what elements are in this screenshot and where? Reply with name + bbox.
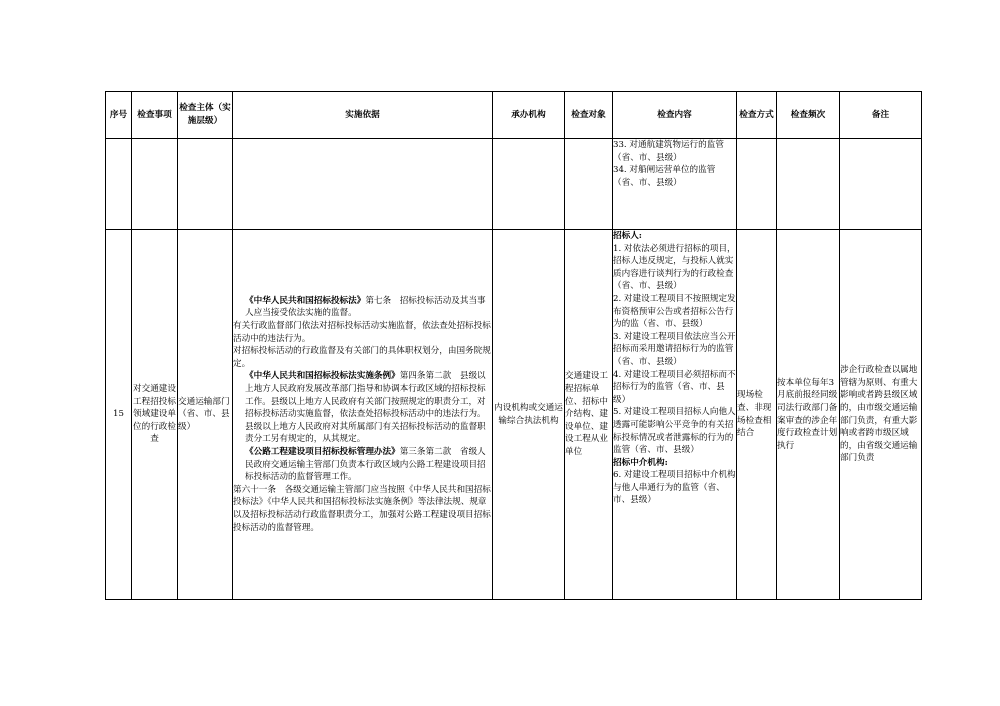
cell-freq bbox=[777, 139, 840, 230]
cell-item bbox=[132, 139, 178, 230]
header-method: 检查方式 bbox=[737, 92, 777, 139]
content-heading: 招标人: bbox=[613, 231, 642, 241]
cell-seq bbox=[106, 139, 132, 230]
cell-freq: 按本单位每年3月底前报经同级司法行政部门备案审查的涉企年度行政检查计划执行 bbox=[777, 230, 840, 600]
cell-object: 交通建设工程招标单位、招标中介结构、建设单位、建设工程从业单位 bbox=[565, 230, 613, 600]
law-title: 《中华人民共和国招标投标法》 bbox=[245, 295, 366, 306]
inspection-table bbox=[105, 91, 922, 600]
cell-method bbox=[737, 139, 777, 230]
cell-basis bbox=[233, 139, 493, 230]
content-line: 1. 对依法必须进行招标的项目，招标人违反规定，与投标人就实质内容进行谈判行为的行政检查（省、市、县级） bbox=[613, 243, 736, 292]
header-note: 备注 bbox=[840, 92, 922, 139]
header-object: 检查对象 bbox=[565, 92, 613, 139]
cell-basis bbox=[233, 230, 493, 600]
header-basis: 实施依据 bbox=[233, 92, 493, 139]
cell-subject bbox=[178, 139, 233, 230]
cell-org bbox=[493, 139, 565, 230]
law-title: 《公路工程建设项目招标投标管理办法》 bbox=[245, 446, 400, 457]
cell-method: 现场检查、非现场检查相结合 bbox=[737, 230, 777, 600]
cell-object bbox=[565, 139, 613, 230]
header-seq: 序号 bbox=[106, 92, 132, 139]
content-line: 34. 对船闸运营单位的监管（省、市、县级） bbox=[613, 165, 716, 188]
header-content: 检查内容 bbox=[613, 92, 737, 139]
header-subject: 检查主体（实施层级） bbox=[178, 92, 233, 139]
cell-content bbox=[613, 139, 737, 230]
header-org: 承办机构 bbox=[493, 92, 565, 139]
table-row bbox=[106, 139, 922, 230]
basis-paragraph bbox=[233, 370, 492, 446]
cell-org: 内设机构或交通运输综合执法机构 bbox=[493, 230, 565, 600]
cell-note: 涉企行政检查以属地管辖为原则、有重大影响或者跨县级区域的，由市级交通运输部门负责，有重大影响或者跨市级区域的，由省级交通运输部门负责 bbox=[840, 230, 922, 600]
content-line: 6. 对建设工程项目招标中介机构与他人串通行为的监管（省、市、县级） bbox=[613, 470, 736, 506]
content-line: 33. 对通航建筑物运行的监管（省、市、县级） bbox=[613, 140, 724, 163]
cell-item: 对交通建设工程招投标领域建设单位的行政检查 bbox=[132, 230, 178, 600]
law-text: 第四条第二款 县级以上地方人民政府发展改革部门指导和协调本行政区域的招标投标工作。县级以上地方人民政府有关部门按照规定的职责分工，对招标投标活动实施监督，依法查处招标投标活动中的违法行为。县级以上地方人民政府对其所属部门有关招标投标活动的监督职责分工另有规定的，从其规定。 bbox=[245, 371, 486, 445]
law-text: 第七条 招标投标活动及其当事人应当接受依法实施的监督。 bbox=[245, 295, 486, 319]
cell-note bbox=[840, 139, 922, 230]
content-line: 4. 对建设工程项目必须招标而不招标行为的监管（省、市、县级） bbox=[613, 369, 736, 405]
cell-seq: 15 bbox=[106, 230, 132, 600]
content-line: 2. 对建设工程项目不按照规定发布资格预审公告或者招标公告行为的监（省、市、县级） bbox=[613, 293, 736, 330]
basis-paragraph bbox=[233, 295, 492, 320]
content-line: 5. 对建设工程项目招标人向他人透露可能影响公平竞争的有关招标投标情况或者泄露标的行为的监管（省、市、县级） bbox=[613, 407, 736, 456]
content-heading: 招标中介机构: bbox=[613, 457, 668, 468]
header-freq: 检查频次 bbox=[777, 92, 840, 139]
basis-paragraph: 有关行政监督部门依法对招标投标活动实施监督，依法查处招标投标活动中的违法行为。 bbox=[233, 321, 491, 344]
cell-subject: 交通运输部门（省、市、县级） bbox=[178, 230, 233, 600]
basis-paragraph bbox=[233, 446, 492, 484]
cell-content bbox=[613, 230, 737, 600]
basis-paragraph: 对招标投标活动的行政监督及有关部门的具体职权划分，由国务院规定。 bbox=[233, 346, 491, 369]
content-line: 3. 对建设工程项目依法应当公开招标而采用邀请招标行为的监管（省、市、县级） bbox=[613, 331, 736, 367]
law-title: 《中华人民共和国招标投标法实施条例》 bbox=[245, 371, 400, 382]
law-text: 第三条第二款 省级人民政府交通运输主管部门负责本行政区域内公路工程建设项目招标投标活动的监督管理工作。 bbox=[245, 446, 486, 483]
table-header-row bbox=[106, 92, 922, 139]
table-row bbox=[106, 230, 922, 600]
header-item: 检查事项 bbox=[132, 92, 178, 139]
basis-paragraph: 第六十一条 各级交通运输主管部门应当按照《中华人民共和国招标投标法》《中华人民共和国招标投标法实施条例》等法律法规、规章以及招标投标活动行政监督职责分工，加强对公路工程建设项目招标投标活动的监督管理。 bbox=[233, 484, 491, 533]
